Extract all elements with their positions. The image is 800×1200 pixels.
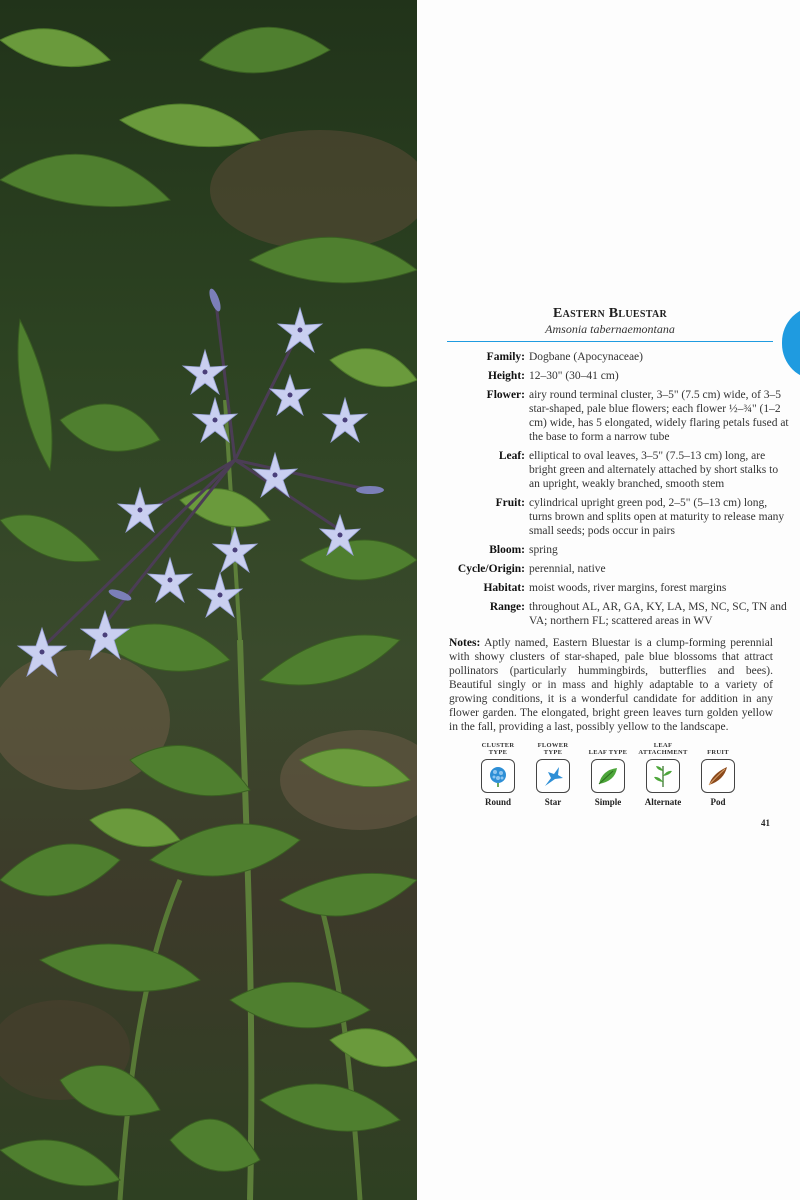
icon-fruit [693, 740, 743, 807]
fact-value: airy round terminal cluster, 3–5" (7.5 cm) wide, of 3–5 star-shaped, pale blue flowers; each flower ½–¾" (1–2 cm) wide, has 5 elongated, widely flaring petals fused at the base to form a narrow tube [529, 389, 789, 443]
fact-value: 12–30" (30–41 cm) [529, 370, 619, 382]
fact-value: perennial, native [529, 563, 606, 575]
fact-label: Habitat: [483, 582, 525, 594]
fact-fruit [449, 496, 789, 538]
fact-cycle-origin [449, 562, 789, 576]
fact-label: Range: [489, 601, 525, 613]
icon-heading: CLUSTER TYPE [481, 742, 515, 756]
fact-value: Dogbane (Apocynaceae) [529, 351, 643, 363]
common-name: Eastern Bluestar [552, 306, 668, 321]
fact-label: Family: [486, 351, 525, 363]
fact-habitat [449, 581, 789, 595]
icon-heading: LEAF TYPE [588, 749, 628, 756]
icon-heading: LEAF ATTACHMENT [638, 742, 688, 756]
icon-leaf-attachment [638, 740, 688, 807]
fact-bloom [449, 543, 789, 557]
fact-label: Cycle/Origin: [457, 563, 525, 575]
icon-heading: FLOWER TYPE [537, 742, 569, 756]
species-header [447, 306, 773, 337]
fact-range [449, 600, 789, 628]
fact-value: moist woods, river margins, forest margins [529, 582, 727, 594]
fact-value: elliptical to oval leaves, 3–5" (7.5–13 cm) long, are bright green and alternately attached by short stalks to an upright, weakly branched, smooth stem [529, 450, 779, 490]
fact-family [449, 350, 789, 364]
simple-leaf-icon [591, 759, 625, 793]
icon-flower-type [528, 740, 578, 807]
notes-text: Aptly named, Eastern Bluestar is a clump-forming perennial with showy clusters of star-shaped, pale blue blossoms that attract pollinators (particularly hummingbirds, butterflies and bees). Beautiful singly or in mass and highly adaptable to a variety of growing conditions, it is a wonderful candidate for addition in any flower garden. The elongated, bright green leaves turn golden yellow in the fall, providing a last, possibly yellow to the landscape. [449, 637, 773, 733]
icon-heading: FRUIT [707, 749, 729, 756]
header-rule [447, 341, 773, 342]
pod-fruit-icon [701, 759, 735, 793]
icon-caption: Star [544, 797, 562, 807]
icon-leaf-type [583, 740, 633, 807]
notes-label: Notes: [449, 637, 481, 649]
icon-caption: Alternate [644, 797, 682, 807]
icon-caption: Round [484, 797, 511, 807]
fact-label: Flower: [486, 389, 525, 401]
icon-caption: Simple [594, 797, 622, 807]
icon-caption: Pod [710, 797, 726, 807]
fact-height [449, 369, 789, 383]
text-page [417, 0, 800, 1200]
icon-cluster-type [473, 740, 523, 807]
scientific-name: Amsonia tabernaemontana [545, 322, 675, 336]
fact-list [449, 350, 789, 633]
alternate-leaf-icon [646, 759, 680, 793]
notes-paragraph [449, 636, 773, 734]
fact-label: Height: [487, 370, 525, 382]
fact-flower [449, 388, 789, 444]
round-cluster-icon [481, 759, 515, 793]
fact-label: Leaf: [498, 450, 525, 462]
star-flower-icon [536, 759, 570, 793]
identification-icons [473, 740, 743, 807]
page-number: 41 [761, 818, 770, 828]
fact-label: Fruit: [495, 497, 525, 509]
fact-label: Bloom: [489, 544, 525, 556]
fact-value: spring [529, 544, 558, 556]
fact-value: throughout AL, AR, GA, KY, LA, MS, NC, SC, TN and VA; northern FL; scattered areas in WV [529, 601, 787, 627]
fact-value: cylindrical upright green pod, 2–5" (5–13 cm) long, turns brown and splits open at maturity to release many small seeds; pods occur in pairs [529, 497, 785, 537]
fact-leaf [449, 449, 789, 491]
